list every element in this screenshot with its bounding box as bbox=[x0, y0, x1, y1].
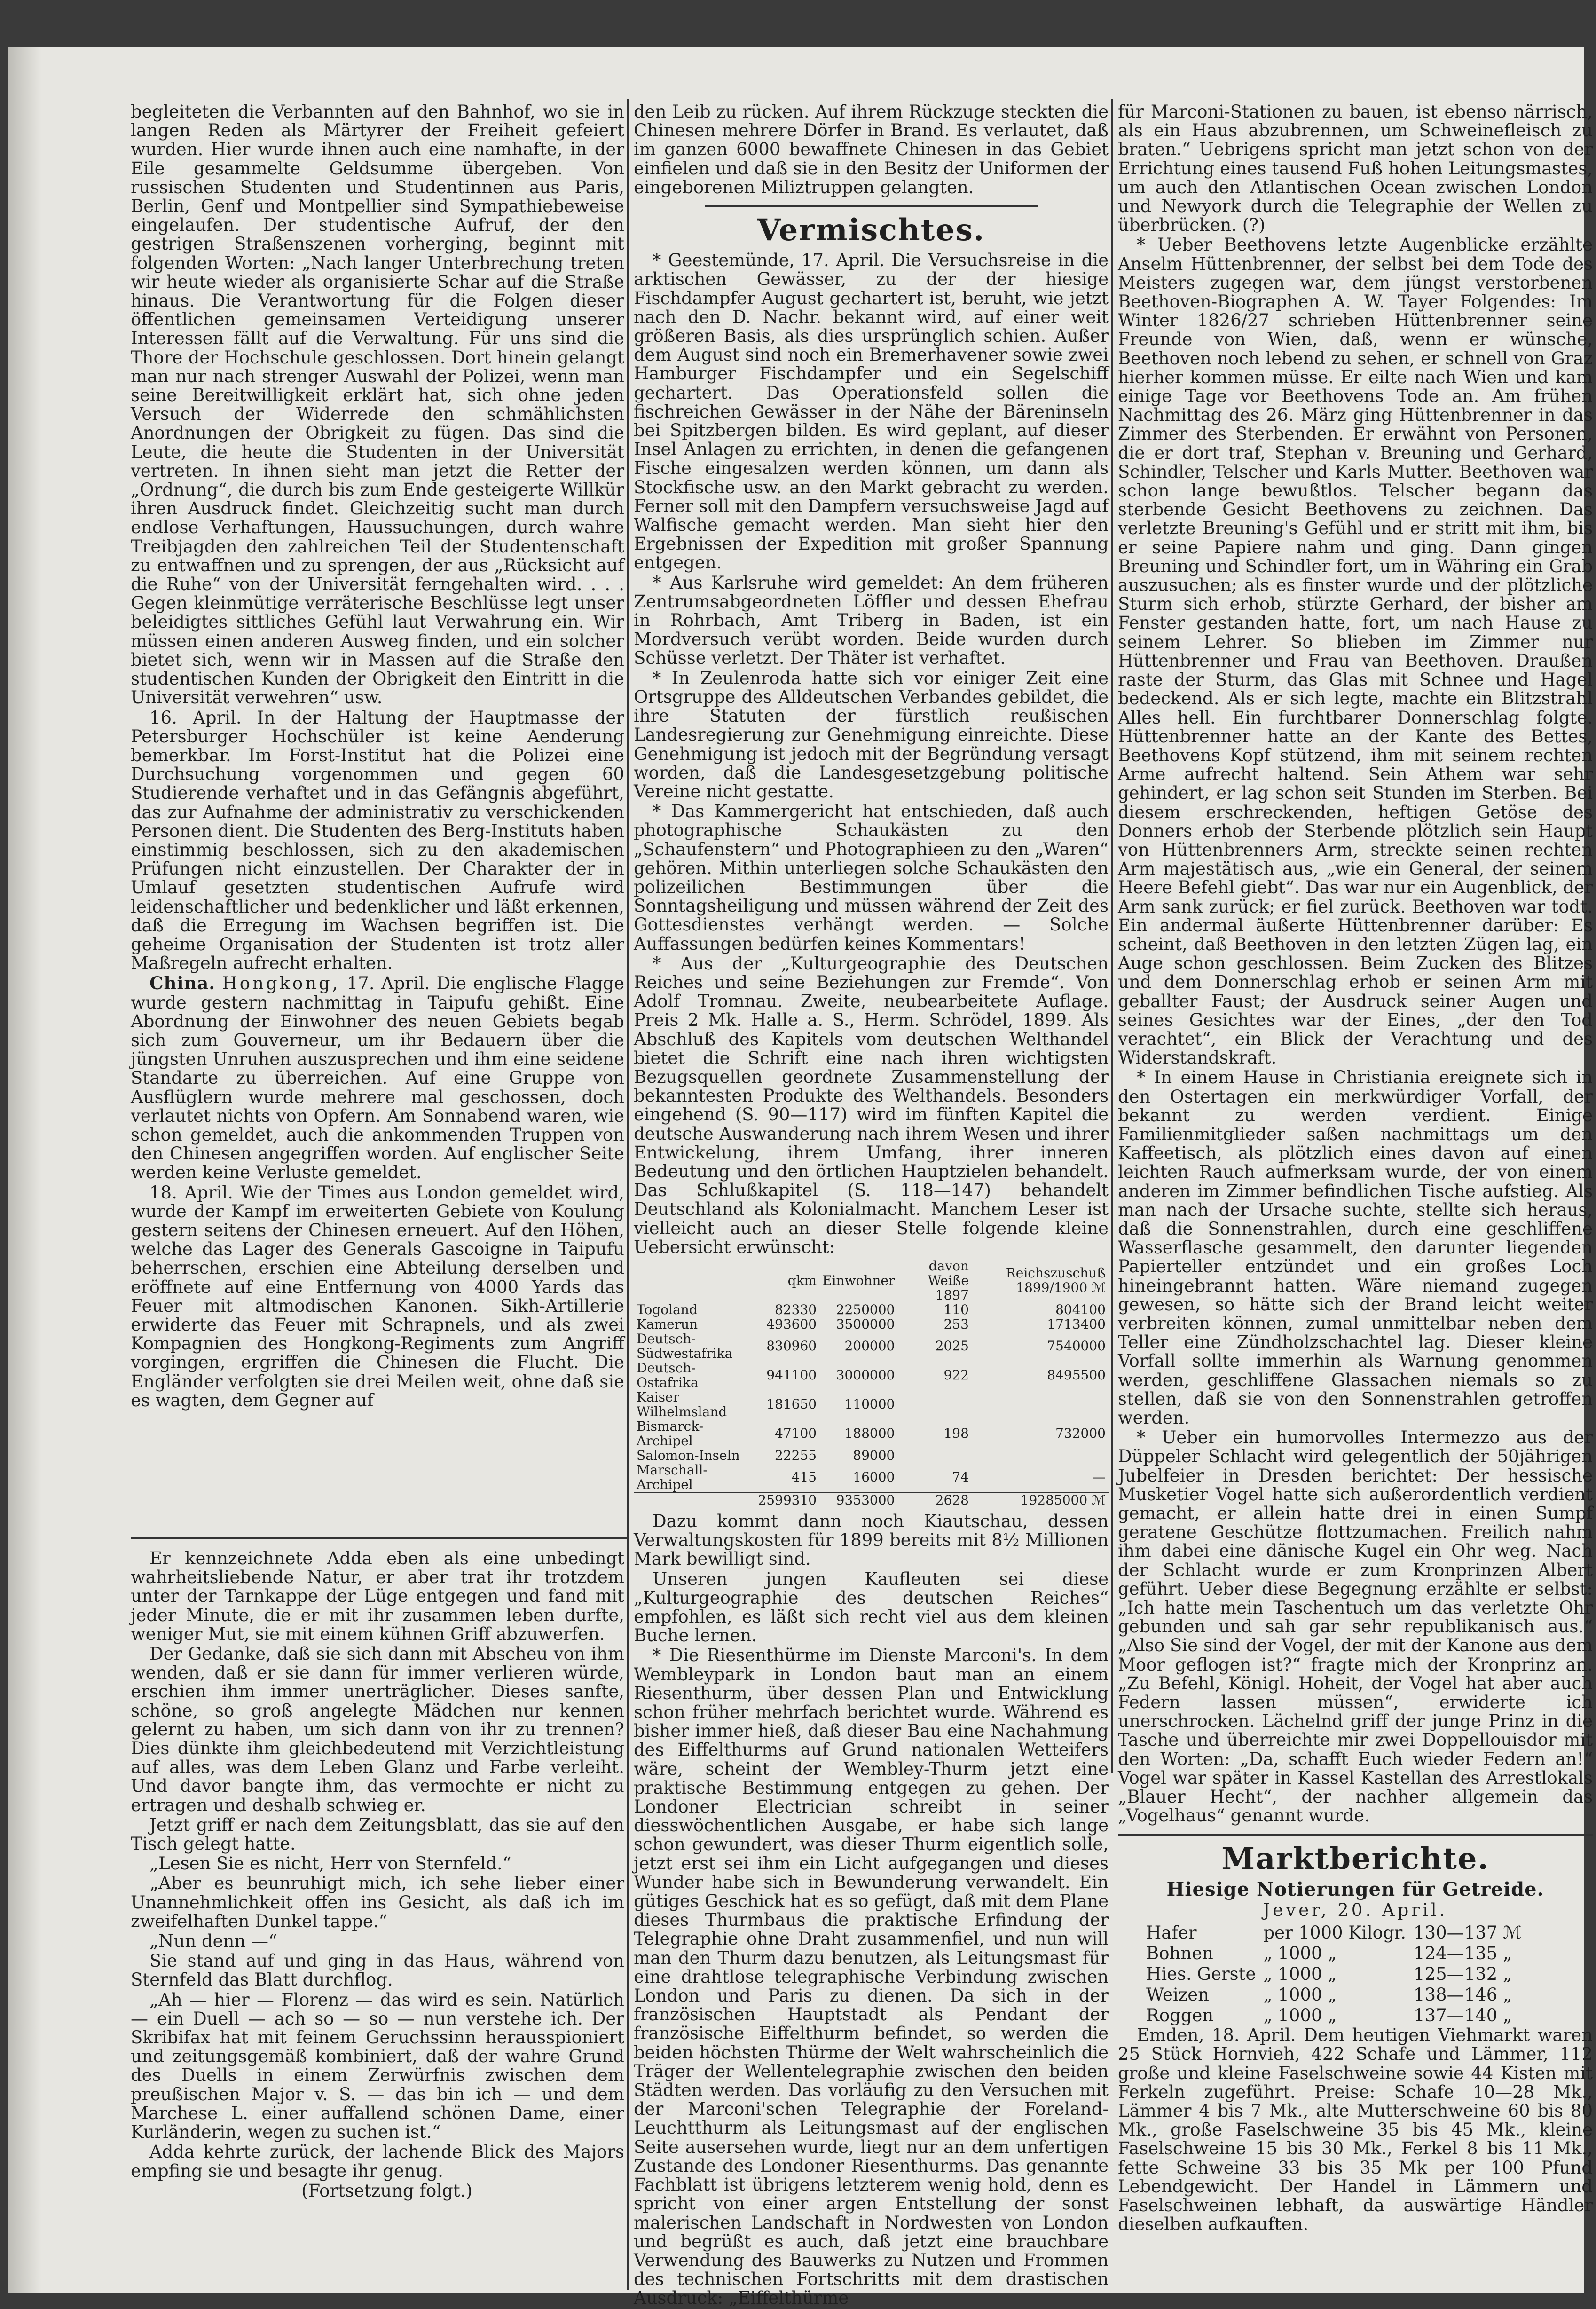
section-heading-vermischtes: Vermischtes. bbox=[757, 213, 985, 248]
table-cell: 89000 bbox=[853, 1447, 895, 1463]
table-cell: 3000000 bbox=[836, 1367, 895, 1383]
feuilleton-paragraph: „Lesen Sie es nicht, Herr von Sternfeld.“ bbox=[149, 1853, 511, 1874]
newspaper-page bbox=[8, 47, 1593, 2309]
table-row bbox=[1146, 1964, 1529, 1985]
article-paragraph: Dazu kommt dann noch Kiautschau, dessen Verwaltungskosten für 1899 bereits mit 8½ Millionen Mark bewilligt sind. bbox=[634, 1511, 1109, 1569]
feuilleton-paragraph: „Aber es beunruhigt mich, ich sehe lieber einer Unannehmlichkeit offen ins Gesicht, als daß ich im zweifelhaften Dunkel tappe.“ bbox=[131, 1873, 624, 1931]
table-row bbox=[634, 1463, 1109, 1492]
table-cell: — bbox=[1093, 1469, 1106, 1485]
article-paragraph: * Aus Karlsruhe wird gemeldet: An dem früheren Zentrumsabgeordneten Löffler und dessen Ehefrau in Rohrbach, Amt Triberg in Baden, ist ein Mordversuch verübt worden. Beide wurden durch Schüsse verletzt. Der Thäter ist verhaftet. bbox=[634, 572, 1109, 669]
table-header: Einwohner bbox=[822, 1272, 895, 1288]
table-cell: 493600 bbox=[766, 1316, 817, 1332]
article-paragraph: 18. April. Wie der Times aus London gemeldet wird, wurde der Kampf im erweiterten Gebiete von Koulung gestern seitens der Chinesen erneuert. Auf den Höhen, welche das Lager des Generals Gascoigne in Taipufu beherrschen, erschien eine Abteilung derselben und eröffnete auf eine Entfernung von 4000 Yards das Feuer mit altmodischen Kanonen. Sikh-Artillerie erwiderte das Feuer mit Schrapnels, und als zwei Kompagnien des Hongkong-Regiments zum Angriff vorgingen, ergriffen die Chinesen die Flucht. Die Engländer verfolgten sie drei Meilen weit, ohne daß sie es wagten, dem Gegner auf bbox=[131, 1182, 624, 1411]
table-cell: 125—132 „ bbox=[1414, 1964, 1512, 1985]
colonies-table bbox=[634, 1259, 1109, 1507]
table-cell bbox=[634, 1492, 755, 1507]
table-cell: 941100 bbox=[766, 1367, 817, 1383]
table-cell: 110000 bbox=[844, 1396, 895, 1412]
feuilleton-paragraph: „Nun denn —“ bbox=[149, 1931, 277, 1952]
table-cell: 181650 bbox=[766, 1396, 817, 1412]
table-cell: Deutsch-Ostafrika bbox=[637, 1360, 699, 1390]
table-cell: Marschall-Archipel bbox=[637, 1462, 708, 1492]
china-text: 17. April. Die englische Flagge wurde gestern nachmittag in Taipufu gehißt. Eine Abordnung der Einwohner des neuen Gebiets begab sich zum Gouverneur, um ihr Bedauern über die jüngsten Unruhen auszusprechen und ihm eine seidene Standarte zu überreichen. Auf eine Gruppe von Ausflüglern wurde mehrere mal geschossen, doch verlautet nichts von Opfern. Am Sonnabend waren, wie schon gemeldet, auch die ankommenden Truppen von den Chinesen angegriffen worden. Auf englischer Seite werden keine Verluste gemeldet. bbox=[131, 973, 624, 1183]
article-paragraph: * Das Kammergericht hat entschieden, daß auch photographische Schaukästen zu den „Schaufenstern“ und Photographieen zu den „Waren“ gehören. Mithin unterliegen solche Schaukästen den polizeilichen Bestimmungen über die Sonntagsheiligung und müssen während der Zeit des Gottesdienstes verhängt werden. — Solche Auffassungen bedürfen keines Kommentars! bbox=[634, 801, 1109, 954]
table-row bbox=[634, 1390, 1109, 1419]
table-header bbox=[634, 1259, 755, 1302]
table-cell: Togoland bbox=[637, 1301, 698, 1317]
table-cell: 74 bbox=[952, 1469, 969, 1485]
section-rule bbox=[705, 205, 1038, 207]
table-cell: 110 bbox=[943, 1301, 969, 1317]
market-dateline: Jever, 20. April. bbox=[1263, 1899, 1448, 1920]
table-cell bbox=[972, 1390, 1109, 1419]
table-row bbox=[1146, 1943, 1529, 1964]
table-header: davon Weiße 1897 bbox=[928, 1258, 969, 1303]
table-cell: 1713400 bbox=[1047, 1316, 1106, 1332]
table-cell: 2250000 bbox=[836, 1301, 895, 1317]
table-row bbox=[634, 1317, 1109, 1332]
table-cell: 7540000 bbox=[1047, 1338, 1106, 1354]
table-row bbox=[634, 1332, 1109, 1361]
table-cell: 8495500 bbox=[1047, 1367, 1106, 1383]
continuation-note: (Fortsetzung folgt.) bbox=[301, 2180, 472, 2201]
table-cell: „ 1000 „ bbox=[1263, 1943, 1337, 1964]
table-cell: 415 bbox=[791, 1469, 817, 1485]
column-3 bbox=[1118, 102, 1593, 2235]
table-header-row bbox=[634, 1259, 1109, 1302]
table-cell: 19285000 ℳ bbox=[972, 1492, 1109, 1507]
table-cell: 2628 bbox=[897, 1492, 972, 1507]
table-cell: Roggen bbox=[1146, 2005, 1214, 2026]
table-cell: 124—135 „ bbox=[1414, 1943, 1512, 1964]
table-header: Reichszuschuß 1899/1900 ℳ bbox=[1006, 1265, 1106, 1296]
article-paragraph: begleiteten die Verbannten auf den Bahnhof, wo sie in langen Reden als Märtyrer der Freiheit gefeiert wurden. Hier wurde ihnen auch eine namhafte, in der Eile gesammelte Geldsumme übergeben. Von russischen Studenten und Studentinnen aus Paris, Berlin, Genf und Montpellier sind Sympathiebeweise eingelaufen. Der studentische Aufruf, der den gestrigen Straßenszenen vorherging, beginnt mit folgenden Worten: „Nach langer Unterbrechung treten wir heute wieder als organisierte Schar auf die Straße hinaus. Die Verantwortung für die Folgen dieser öffentlichen gemeinsamen Verteidigung unserer Interessen fällt auf die Verwaltung. Für uns sind die Thore der Hochschule geschlossen. Dort hinein gelangt man nur nach strenger Auswahl der Polizei, wenn man seine Bereitwilligkeit erklärt hat, sich ohne jeden Versuch der Widerrede den schmählichsten Anordnungen der Obrigkeit zu fügen. Das sind die Leute, die heute die Studenten in der Universität vertreten. In ihnen sieht man jetzt die Retter der „Ordnung“, die durch bis zum Ende gesteigerte Willkür ihren Ausdruck findet. Gleichzeitig sucht man durch endlose Verhaftungen, Haussuchungen, durch wahre Treibjagden den zahlreichen Teil der Studentenschaft zu entwaffnen und zu sprengen, der aus „Rücksicht auf die Ruhe“ von der Universität ferngehalten wird. . . . Gegen kleinmütige verräterische Beschlüsse legt unser beleidigtes sittliches Gefühl laut Verwahrung ein. Wir müssen einen anderen Ausweg finden, und ein solcher bietet sich, wenn wir in Massen auf die Straße den studentischen Kunden der Obrigkeit den Eintritt in die Universität verwehren“ usw. bbox=[131, 102, 624, 708]
table-cell bbox=[972, 1448, 1109, 1463]
table-row bbox=[1146, 1923, 1529, 1943]
table-cell bbox=[897, 1390, 972, 1419]
table-row bbox=[634, 1419, 1109, 1448]
article-paragraph: Emden, 18. April. Dem heutigen Viehmarkt waren 25 Stück Hornvieh, 422 Schafe und Lämmer, 112 große und kleine Faselschweine sowie 44 Kisten mit Ferkeln zugeführt. Preise: Schafe 10—28 Mk., Lämmer 4 bis 7 Mk., alte Mutterschweine 60 bis 80 Mk., große Faselschweine 35 bis 45 Mk., kleine Faselschweine 15 bis 30 Mk., Ferkel 8 bis 11 Mk., fette Schweine 33 bis 35 Mk per 100 Pfund Lebendgewicht. Der Handel in Lämmern und Faselschweinen lebhaft, da auswärtige Händler dieselben aufkauften. bbox=[1118, 2025, 1593, 2235]
table-cell: Kamerun bbox=[637, 1316, 698, 1332]
table-row bbox=[634, 1302, 1109, 1317]
article-paragraph: * Die Riesenthürme im Dienste Marconi's. In dem Wembleypark in London baut man an einem Riesenthurm, über dessen Plan und Entwicklung schon früher mehrfach berichtet wurde. Während es bisher immer hieß, daß dieser Bau eine Nachahmung des Eiffelthurms auf Grund nationalen Wetteifers wäre, scheint der Wembley-Thurm jetzt eine praktische Bestimmung entgegen zu gehen. Der Londoner Electrician schreibt in seiner diesswöchentlichen Ausgabe, er habe sich lange schon gewundert, was dieser Thurm eigentlich solle, jetzt erst sei ihm ein Licht aufgegangen und dieses Wunder habe sich in Bewunderung verwandelt. Ein gütiges Geschick hat es so gefügt, daß mit dem Plane dieses Thurmbaus die praktische Erfindung der Telegraphie ohne Draht zusammenfiel, und nun will man den Thurm dazu benutzen, als Leitungsmast für eine drahtlose telegraphische Verbindung zwischen London und Paris zu dienen. Da sich in der französischen Hauptstadt als Pendant der französische Eiffelthurm befindet, so werden die beiden höchsten Thürme der Welt wahrscheinlich die Träger der Wellentelegraphie zwischen den beiden Städten werden. Das vorläufig zu den Versuchen mit der Marconi'schen Telegraphie der Foreland-Leuchtthurm als Leitungsmast auf der englischen Seite ausersehen wurde, liegt nur an dem unfertigen Zustande des Londoner Riesenthurms. Das genannte Fachblatt ist übrigens letzterem wenig hold, denn es spricht von einer argen Entstellung der sonst malerischen Landschaft in Nordwesten von London und begrüßt es auch, daß jetzt eine brauchbare Verwendung des Bauwerks zu Nutzen und Frommen des technischen Fortschritts mit dem drastischen Ausdruck: „Eiffelthürme bbox=[634, 1645, 1109, 2309]
table-cell: Deutsch-Südwestafrika bbox=[637, 1331, 733, 1361]
table-cell: 922 bbox=[943, 1367, 969, 1383]
table-row bbox=[634, 1448, 1109, 1463]
article-paragraph: * In Zeulenroda hatte sich vor einiger Zeit eine Ortsgruppe des Alldeutschen Verbandes gebildet, die ihre Statuten der fürstlich reußischen Landesregierung zur Genehmigung einreichte. Diese Genehmigung ist jedoch mit der Begründung versagt worden, daß die Landesgesetzgebung politische Vereine nicht gestatte. bbox=[634, 668, 1109, 802]
article-paragraph: * In einem Hause in Christiania ereignete sich in den Ostertagen ein merkwürdiger Vorfall, der bekannt zu werden verdient. Einige Familienmitglieder saßen nachmittags um den Kaffeetisch, als plötzlich eines davon auf einen leichten Rauch aufmerksam wurde, der von einem anderen im Zimmer befindlichen Tische aufstieg. Als man nach der Ursache suchte, stellte sich heraus, daß die Sonnenstrahlen, durch eine geschliffene Wasserflasche gesammelt, den darunter liegenden Papierteller entzündet und ein großes Loch hineingebrannt hatten. Wäre niemand zugegen gewesen, so hätte sich der Brand leicht weiter verbreiten können, zumal unmittelbar neben dem Teller eine Zündholzschachtel lag. Dieser kleine Vorfall sollte immerhin als Warnung genommen werden, geschliffene Glassachen niemals so zu stellen, daß sie von den Sonnenstrahlen getroffen werden. bbox=[1118, 1067, 1593, 1428]
table-cell: 138—146 „ bbox=[1414, 1985, 1512, 2005]
table-cell: „ 1000 „ bbox=[1263, 1985, 1337, 2005]
feuilleton-paragraph: Jetzt griff er nach dem Zeitungsblatt, das sie auf den Tisch gelegt hatte. bbox=[131, 1814, 624, 1854]
table-cell: Kaiser Wilhelmsland bbox=[637, 1389, 727, 1419]
feuilleton-paragraph: „Ah — hier — Florenz — das wird es sein. Natürlich — ein Duell — ach so — so — nun verstehe ich. Der Skribifax hat mit feinem Geruchssinn herausspioniert und zeitungsgemäß kombiniert, daß der wahre Grund des Duells in einem Zerwürfnis zwischen dem preußischen Major v. S. — das bin ich — und dem Marchese L. einer auffallend schönen Dame, einer Kurländerin, wegen zu suchen ist.“ bbox=[131, 1989, 624, 2143]
feuilleton bbox=[131, 1549, 624, 2201]
article-paragraph: * Ueber ein humorvolles Intermezzo aus der Düppeler Schlacht wird gelegentlich der 50jährigen Jubelfeier in Dresden berichtet: Der hessische Musketier Vogel hatte sich außerordentlich verdient gemacht, er allein hatte drei in einen Sumpf geratene Geschütze flottzumachen. Freilich nahm ihm dabei eine dänische Kugel ein Ohr weg. Nach der Schlacht wurde er zum Kronprinzen Albert geführt. Ueber diese Begegnung erzählte er selbst: „Ich hatte mein Taschentuch um das verletzte Ohr gebunden und sah gar sehr republikanisch aus.“ „Also Sie sind der Vogel, der mit der Kanone aus dem Moor geflogen ist?“ fragte mich der Kronprinz an. „Zu Befehl, Königl. Hoheit, der Vogel hat aber auch Federn lassen müssen“, erwiderte ich unerschrocken. Lächelnd griff der junge Prinz in die Tasche und überreichte mir zwei Doppellouisdor mit den Worten: „Da, schafft Euch wieder Federn an!“ Vogel war später in Kassel Kastellan des Arrestlokals „Blauer Hecht“, der nachher allgemein das „Vogelhaus“ genannt wurde. bbox=[1118, 1427, 1593, 1826]
table-cell: 188000 bbox=[844, 1426, 895, 1442]
table-cell: 16000 bbox=[853, 1469, 895, 1485]
table-cell: Bohnen bbox=[1146, 1943, 1213, 1964]
article-paragraph: 16. April. In der Haltung der Hauptmasse der Petersburger Hochschüler ist keine Aenderung bemerkbar. Im Forst-Institut hat die Polizei eine Durchsuchung vorgenommen und gegen 60 Studierende verhaftet und in das Gefängnis abgeführt, das zur Aufnahme der administrativ zu verschickenden Personen dient. Die Studenten des Berg-Instituts haben einstimmig beschlossen, sich zu den akademischen Prüfungen nicht einzustellen. Der Charakter der in Umlauf gesetzten studentischen Aufrufe wird leidenschaftlicher und bedenklicher und läßt erkennen, daß die Erregung im Wachsen begriffen ist. Die geheime Organisation der Studenten ist trotz aller Maßregeln aufrecht erhalten. bbox=[131, 707, 624, 974]
table-row bbox=[634, 1361, 1109, 1390]
table-cell: Bismarck-Archipel bbox=[637, 1418, 704, 1449]
section-heading-marktberichte: Marktberichte. bbox=[1221, 1841, 1489, 1877]
table-cell: 200000 bbox=[844, 1338, 895, 1354]
china-place: Hongkong, bbox=[222, 973, 340, 994]
column-1 bbox=[131, 102, 624, 1411]
column-2 bbox=[634, 102, 1109, 2309]
table-cell bbox=[897, 1448, 972, 1463]
table-cell: 804100 bbox=[1055, 1301, 1106, 1317]
table-cell: Hafer bbox=[1146, 1923, 1197, 1943]
grain-price-table bbox=[1146, 1923, 1529, 2026]
table-cell: „ 1000 „ bbox=[1263, 2005, 1337, 2026]
table-cell: 2025 bbox=[935, 1338, 969, 1354]
market-subheading: Hiesige Notierungen für Getreide. bbox=[1166, 1878, 1544, 1900]
feuilleton-paragraph: Der Gedanke, daß sie sich dann mit Abscheu von ihm wenden, daß er sie dann für immer verlieren würde, erschien ihm immer unerträglicher. Dieses sanfte, schöne, so groß angelegte Mädchen nur kennen gelernt zu haben, um sich dann von ihr zu trennen? Dies dünkte ihm gleichbedeutend mit Verzichtleistung auf alles, was dem Leben Glanz und Farbe verleiht. Und davor bangte ihm, das vermochte er nicht zu ertragen und deshalb schwieg er. bbox=[131, 1644, 624, 1815]
table-cell: 2599310 bbox=[755, 1492, 819, 1507]
article-paragraph: Unseren jungen Kaufleuten sei diese „Kulturgeographie des deutschen Reiches“ empfohlen, es läßt sich recht viel aus dem kleinen Buche lernen. bbox=[634, 1568, 1109, 1646]
china-heading: China. bbox=[149, 973, 216, 994]
table-cell: 732000 bbox=[1055, 1426, 1106, 1442]
table-cell: 130—137 ℳ bbox=[1414, 1923, 1522, 1943]
article-paragraph: * Aus der „Kulturgeographie des Deutschen Reiches und seine Beziehungen zur Fremde“. Von Adolf Tromnau. Zweite, neubearbeitete Auflage. Preis 2 Mk. Halle a. S., Herm. Schrödel, 1899. Als Abschluß des Kapitels vom deutschen Welthandel bietet die Schrift eine nach ihren wichtigsten Bezugsquellen geordnete Zusammenstellung der bekanntesten Produkte des Welthandels. Besonders eingehend (S. 90—117) wird im fünften Kapitel die deutsche Auswanderung nach ihrem Wesen und ihrer Entwickelung, ihrem Umfang, ihrer inneren Bedeutung und den örtlichen Hauptzielen behandelt. Das Schlußkapitel (S. 118—147) behandelt Deutschland als Kolonialmacht. Manchem Leser ist vielleicht auch an dieser Stelle folgende kleine Uebersicht erwünscht: bbox=[634, 953, 1109, 1257]
table-cell: per 1000 Kilogr. bbox=[1263, 1923, 1407, 1943]
article-paragraph: den Leib zu rücken. Auf ihrem Rückzuge steckten die Chinesen mehrere Dörfer in Brand. Es verlautet, daß im ganzen 6000 bewaffnete Chinesen in das Gebiet einfielen und daß sie in den Besitz der Uniformen der eingeborenen Miliztruppen gelangten. bbox=[634, 102, 1109, 197]
table-cell: Weizen bbox=[1146, 1985, 1209, 2005]
feuilleton-paragraph: Er kennzeichnete Adda eben als eine unbedingt wahrheitsliebende Natur, er aber trat ihr trotzdem unter der Tarnkappe der Lüge entgegen und fand mit jeder Minute, die er mit ihr zusammen leben durfte, weniger Mut, sie mit einem kühnen Griff abzuwerfen. bbox=[131, 1548, 624, 1644]
table-header: qkm bbox=[787, 1272, 817, 1288]
article-paragraph: * Geestemünde, 17. April. Die Versuchsreise in die arktischen Gewässer, zu der der hiesige Fischdampfer August gechartert ist, beruht, wie jetzt nach den D. Nachr. bekannt wird, auf einer weit größeren Basis, als dies ursprünglich schien. Außer dem August sind noch ein Bremerhavener sowie zwei Hamburger Fischdampfer und ein Segelschiff gechartert. Das Operationsfeld sollen die fischreichen Gewässer in der Nähe der Bäreninseln bei Spitzbergen bilden. Es wird geplant, auf dieser Insel Anlagen zu errichten, in denen die gefangenen Fische eingesalzen werden können, um dann als Stockfische usw. an den Markt gebracht zu werden. Ferner soll mit den Dampfern versuchsweise Jagd auf Walfische gemacht werden. Man sieht hier den Ergebnissen der Expedition mit großer Spannung entgegen. bbox=[634, 250, 1109, 573]
table-cell: 198 bbox=[943, 1426, 969, 1442]
table-cell: Hies. Gerste bbox=[1146, 1964, 1256, 1985]
table-cell: 830960 bbox=[766, 1338, 817, 1354]
article-paragraph: * Ueber Beethovens letzte Augenblicke erzählte Anselm Hüttenbrenner, der selbst bei dem Tode des Meisters zugegen war, dem jüngst verstorbenen Beethoven-Biographen A. W. Tayer Folgendes: Im Winter 1826/27 schrieben Hüttenbrenner seine Freunde von Wien, daß, wenn er wünsche, Beethoven noch lebend zu sehen, er schnell von Graz hierher kommen müsse. Er eilte nach Wien und kam einige Tage vor Beethovens Tode an. Am frühen Nachmittag des 26. März ging Hüttenbrenner in das Zimmer des Sterbenden. Er erwähnt von Personen, die er dort traf, Stephan v. Breuning und Gerhard, Schindler, Telscher und Karls Mutter. Beethoven war schon lange bewußtlos. Telscher begann das sterbende Gesicht Beethovens zu zeichnen. Das verletzte Breuning's Gefühl und er stritt mit ihm, bis er seine Papiere nahm und ging. Dann gingen Breuning und Schindler fort, um in Währing ein Grab auszusuchen; als es finster wurde und der plötzliche Sturm sich erhob, stürzte Gerhard, der bisher am Fenster gestanden hatte, fort, um nach Hause zu seinem Lehrer. So blieben im Zimmer nur Hüttenbrenner und Frau van Beethoven. Draußen raste der Sturm, das Glas mit Schnee und Hagel bedeckend. Als er sich legte, machte ein Blitzstrahl Alles hell. Ein furchtbarer Donnerschlag folgte. Hüttenbrenner hatte an der Kante des Bettes, Beethovens Kopf stützend, ihm mit seinem rechten Arme aufrecht haltend. Sein Athem war sehr gehindert, er lag schon seit Stunden im Sterben. Bei diesem erschreckenden, heftigen Getöse des Donners erhob der Sterbende plötzlich sein Haupt von Hüttenbrenners Arm, streckte seinen rechten Arm majestätisch aus, „wie ein General, der seinem Heere Befehl giebt“. Das war nur ein Augenblick, der Arm sank zurück; er fiel zurück. Beethoven war todt. Ein andermal äußerte Hüttenbrenner darüber: Es scheint, daß Beethoven in den letzten Zügen lag, ein Auge schon geschlossen. Beim Zucken des Blitzes und dem Donnerschlag erhob er seinen Arm mit geballter Faust; der Ausdruck seiner Augen und seines Gesichtes war der Eines, „der den Tod verachtet“, ein Blick der Verachtung und des Widerstandskraft. bbox=[1118, 235, 1593, 1068]
article-paragraph: für Marconi-Stationen zu bauen, ist ebenso närrisch, als ein Haus abzubrennen, um Schweinefleisch zu braten.“ Uebrigens spricht man jetzt schon von der Errichtung eines tausend Fuß hohen Leitungsmastes, um auch den Atlantischen Ocean zwischen London und Newyork durch die Telegraphie der Wellen zu überbrücken. (?) bbox=[1118, 102, 1593, 236]
feuilleton-rule bbox=[131, 1537, 627, 1539]
table-cell: 253 bbox=[943, 1316, 969, 1332]
column-rule-2 bbox=[1111, 99, 1113, 1773]
table-cell: 22255 bbox=[775, 1447, 817, 1463]
table-cell: 3500000 bbox=[836, 1316, 895, 1332]
section-rule bbox=[1118, 1834, 1593, 1836]
feuilleton-paragraph: Adda kehrte zurück, der lachende Blick des Majors empfing sie und besagte ihr genug. bbox=[131, 2142, 624, 2181]
table-cell: 9353000 bbox=[819, 1492, 897, 1507]
table-cell: 82330 bbox=[775, 1301, 817, 1317]
table-total-row bbox=[634, 1492, 1109, 1507]
table-row bbox=[1146, 1985, 1529, 2005]
table-cell: Salomon-Inseln bbox=[637, 1447, 740, 1463]
table-cell: „ 1000 „ bbox=[1263, 1964, 1337, 1985]
table-cell: 137—140 „ bbox=[1414, 2005, 1512, 2026]
column-rule-1 bbox=[627, 99, 629, 2290]
table-row bbox=[1146, 2005, 1529, 2026]
table-cell: 47100 bbox=[775, 1426, 817, 1442]
feuilleton-paragraph: Sie stand auf und ging in das Haus, während von Sternfeld das Blatt durchflog. bbox=[131, 1951, 624, 1990]
